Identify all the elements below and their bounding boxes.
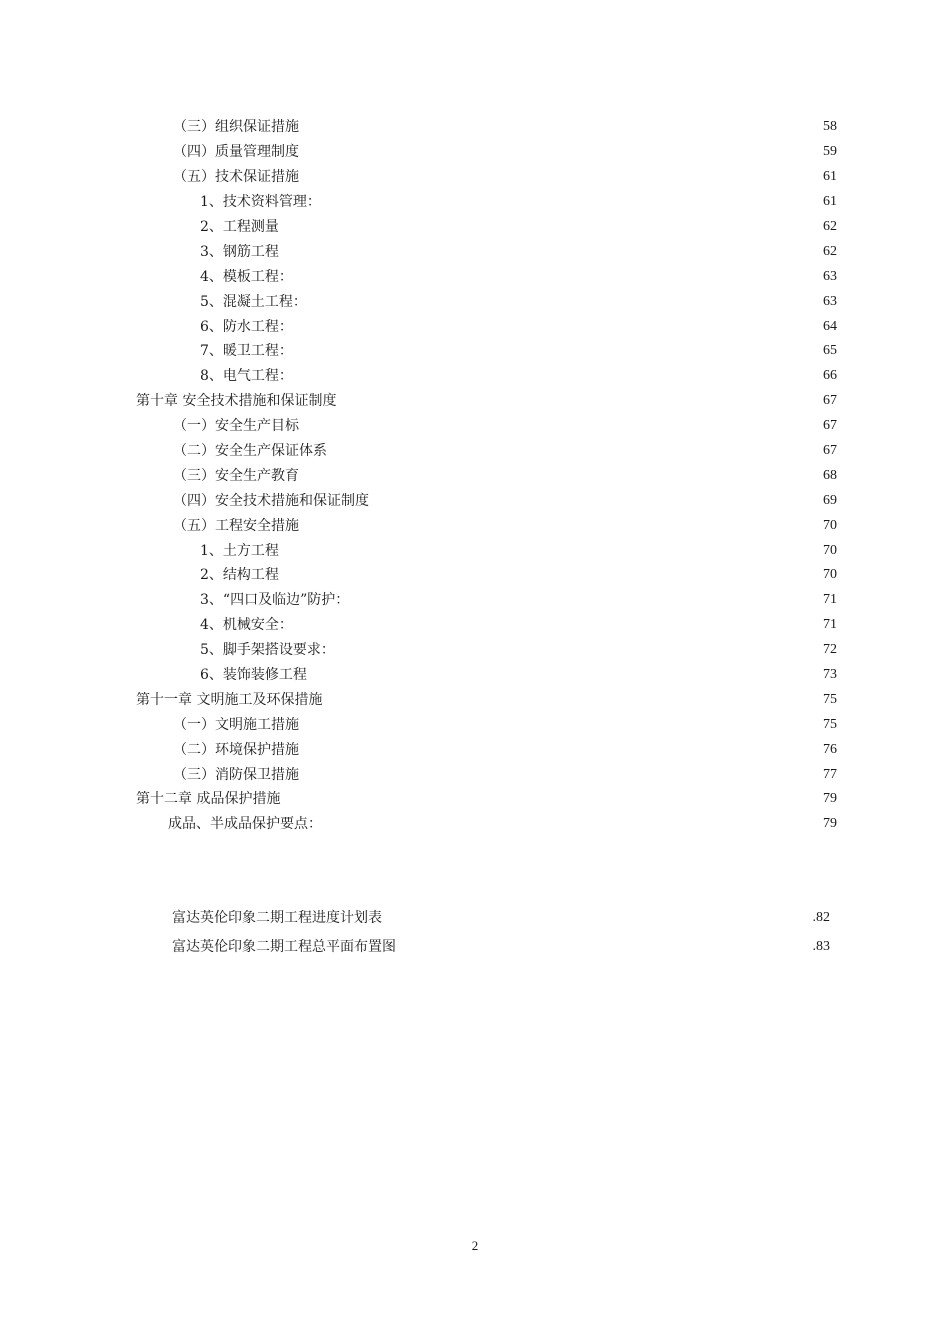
toc-entry-title: 1、技术资料管理： [200, 194, 321, 211]
toc-entry[interactable] [0, 115, 950, 140]
dot-leader [324, 693, 820, 707]
toc-entry-page: 75 [823, 716, 837, 732]
toc-entry-title: 第十一章 文明施工及环保措施 [136, 691, 323, 708]
toc-entry-title: 7、暖卫工程： [200, 343, 293, 360]
toc-entry-title: 2、工程测量 [200, 219, 279, 235]
dot-leader [301, 519, 820, 533]
toc-entry-page: 79 [823, 816, 837, 832]
dot-leader [338, 394, 820, 408]
dot-leader [301, 469, 820, 483]
toc-entry[interactable] [0, 663, 950, 688]
toc-entry-page: 75 [823, 691, 837, 707]
dot-leader [309, 295, 820, 309]
toc-entry-page: 64 [823, 318, 837, 334]
dot-leader [371, 494, 820, 508]
toc-entry-page: 62 [823, 219, 837, 234]
dot-leader [324, 817, 820, 831]
toc-entry-title: （三）安全生产教育 [173, 467, 299, 484]
toc-entry-title: 5、脚手架搭设要求： [200, 642, 335, 659]
dot-leader [398, 940, 810, 954]
toc-entry[interactable] [0, 513, 950, 538]
dot-leader [301, 120, 820, 134]
toc-entry-page: 73 [823, 667, 837, 683]
toc-entry[interactable] [0, 812, 950, 837]
dot-leader [329, 444, 820, 458]
toc-entry[interactable] [0, 613, 950, 638]
toc-entry[interactable] [0, 314, 950, 339]
toc-entry-page: 61 [823, 169, 837, 185]
toc-entry[interactable] [0, 712, 950, 737]
toc-entry[interactable] [0, 289, 950, 314]
dot-leader [337, 643, 820, 657]
toc-entry-title: （四）质量管理制度 [173, 144, 299, 161]
toc-entry-page: 71 [823, 592, 837, 608]
toc-entry-title: （二）环境保护措施 [173, 741, 299, 758]
dot-leader [295, 320, 820, 334]
dot-leader [384, 911, 810, 925]
toc-entry-page: 58 [823, 119, 837, 135]
table-of-contents [0, 115, 950, 837]
toc-entry-title: （五）技术保证措施 [173, 169, 299, 186]
toc-entry-page: 67 [823, 393, 837, 409]
toc-entry-page: 65 [823, 343, 837, 359]
toc-entry-title: 3、“四口及临边”防护： [200, 592, 350, 609]
toc-entry[interactable] [0, 140, 950, 165]
toc-entry-page: 79 [823, 791, 837, 807]
dot-leader [281, 220, 820, 234]
dot-leader [281, 245, 820, 259]
toc-entry[interactable] [0, 488, 950, 513]
toc-entry-title: 4、模板工程： [200, 268, 293, 285]
toc-entry-title: 6、防水工程： [200, 318, 293, 335]
dot-leader [351, 593, 820, 607]
toc-entry[interactable] [0, 588, 950, 613]
toc-entry-page: 70 [823, 517, 837, 533]
dot-leader [301, 145, 820, 159]
toc-entry-title: 成品、半成品保护要点： [168, 816, 322, 833]
dot-leader [301, 768, 820, 782]
toc-entry[interactable] [0, 463, 950, 488]
toc-entry[interactable] [0, 638, 950, 663]
toc-entry-title: 第十二章 成品保护措施 [136, 791, 281, 808]
toc-entry-page: 70 [823, 542, 837, 558]
toc-entry-title: 富达英伦印象二期工程总平面布置图 [172, 938, 396, 955]
toc-entry[interactable] [0, 364, 950, 389]
appendix-list [0, 903, 950, 961]
toc-entry[interactable] [0, 563, 950, 588]
toc-entry[interactable] [0, 389, 950, 414]
dot-leader [295, 344, 820, 358]
toc-entry-page: 66 [823, 368, 837, 384]
dot-leader [301, 718, 820, 732]
toc-entry-page: 72 [823, 642, 837, 658]
toc-entry[interactable] [0, 787, 950, 812]
toc-entry-page: 69 [823, 492, 837, 508]
toc-entry-title: （二）安全生产保证体系 [173, 443, 327, 460]
toc-entry-page: 61 [823, 194, 837, 210]
dot-leader [281, 544, 820, 558]
toc-entry-page: 71 [823, 617, 837, 633]
toc-entry-page: 62 [823, 243, 837, 259]
toc-entry-page: 67 [823, 443, 837, 459]
toc-entry-title: （一）安全生产目标 [173, 418, 299, 435]
toc-entry-title: （四）安全技术措施和保证制度 [173, 492, 369, 509]
dot-leader [282, 792, 820, 806]
dot-leader [301, 743, 820, 757]
toc-entry[interactable] [0, 903, 950, 932]
toc-entry[interactable] [0, 538, 950, 563]
toc-entry[interactable] [0, 439, 950, 464]
dot-leader [301, 170, 820, 184]
toc-entry-page: 68 [823, 467, 837, 483]
toc-entry-page: 70 [823, 567, 837, 583]
toc-entry[interactable] [0, 932, 950, 961]
dot-leader [295, 618, 820, 632]
toc-entry-page: 59 [823, 144, 837, 160]
toc-entry[interactable] [0, 737, 950, 762]
toc-entry[interactable] [0, 239, 950, 264]
toc-entry[interactable] [0, 339, 950, 364]
toc-entry-title: 5、混凝土工程： [200, 293, 307, 310]
toc-entry[interactable] [0, 762, 950, 787]
toc-entry[interactable] [0, 190, 950, 215]
toc-entry-page: .82 [812, 909, 830, 925]
toc-entry-page: .83 [812, 938, 830, 954]
toc-entry-title: （五）工程安全措施 [173, 517, 299, 534]
toc-entry-title: 1、土方工程 [200, 542, 279, 559]
toc-entry-title: 第十章 安全技术措施和保证制度 [136, 393, 337, 410]
toc-entry-title: 6、装饰装修工程 [200, 667, 307, 684]
toc-entry-page: 67 [823, 418, 837, 434]
toc-entry[interactable] [0, 687, 950, 712]
toc-entry-title: （三）组织保证措施 [173, 119, 299, 136]
dot-leader [301, 419, 820, 433]
dot-leader [323, 195, 820, 209]
toc-entry[interactable] [0, 215, 950, 240]
dot-leader [281, 568, 820, 582]
toc-entry-page: 63 [823, 268, 837, 284]
toc-entry-page: 77 [823, 766, 837, 782]
toc-entry[interactable] [0, 414, 950, 439]
toc-entry-page: 63 [823, 293, 837, 309]
page-number: 2 [471, 1238, 479, 1253]
dot-leader [295, 369, 820, 383]
toc-entry-title: 4、机械安全： [200, 617, 293, 634]
toc-entry-title: 8、电气工程： [200, 368, 293, 385]
dot-leader [309, 668, 820, 682]
toc-entry[interactable] [0, 264, 950, 289]
dot-leader [295, 270, 820, 284]
toc-entry-title: （一）文明施工措施 [173, 716, 299, 733]
toc-entry-page: 76 [823, 741, 837, 757]
toc-entry-title: 2、结构工程 [200, 567, 279, 584]
toc-entry-title: （三）消防保卫措施 [173, 766, 299, 783]
toc-entry[interactable] [0, 165, 950, 190]
toc-entry-title: 富达英伦印象二期工程进度计划表 [172, 909, 382, 926]
toc-entry-title: 3、钢筋工程 [200, 243, 279, 260]
